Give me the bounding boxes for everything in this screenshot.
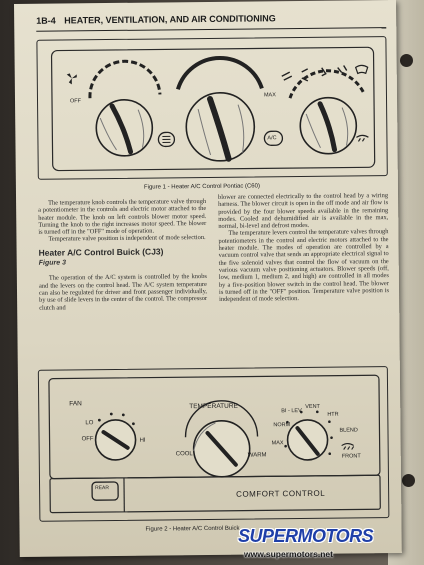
figure-2-drawing (39, 367, 391, 523)
mode-bilev-label: BI - LEV (281, 408, 302, 415)
left-paragraph-2: Temperature valve position is independent of mode selection. (48, 234, 206, 244)
figure-2-caption: Figure 2 - Heater A/C Control Buick (145, 525, 240, 533)
manual-page (14, 0, 402, 557)
temperature-warm-label: WARM (247, 452, 267, 459)
section-heading-buick: Heater A/C Control Buick (CJ3) (38, 246, 164, 258)
binder-hole-bottom (402, 474, 415, 487)
page-section-title: HEATER, VENTILATION, AND AIR CONDITIONING (64, 13, 276, 26)
rear-button-label: REAR (95, 485, 110, 492)
fan-hi-label: HI (139, 437, 146, 444)
mode-htr-label: HTR (327, 411, 339, 418)
defog-icon (356, 135, 368, 141)
front-defrost-icon (342, 443, 354, 449)
temperature-label: TEMPERATURE (189, 402, 238, 411)
bilevel-icon (302, 69, 308, 81)
comfort-control-label: COMFORT CONTROL (236, 488, 326, 499)
left-paragraph-1: The temperature knob controls the temperature valve through a potentiometer in the controls and electric motor attached to the heater module. The knob on left controls blower motor speed. Turning the knob to the right increases motor speed. The blower is turned off in the "OFF" mode of operation. (38, 197, 207, 236)
vent-icon (282, 72, 292, 80)
figure-1-ac-label: A/C (267, 135, 277, 142)
supermotors-logo: SUPERMOTORS (238, 526, 374, 546)
section-subheading: Figure 3 (38, 259, 66, 267)
mode-norm-label: NORM (273, 422, 291, 429)
right-paragraph-1: blower are connected electrically to the control head by a wiring harness. The blower circuit is open in the off mode and air flow is provided by the four blower speeds available in the remaining modes. Cooled and dehumidified air is available in the max, normal, bi-level and defrost modes. (217, 192, 389, 231)
fan-off-label: OFF (81, 436, 94, 443)
binder-hole-top (400, 54, 413, 67)
left-text-column (38, 198, 207, 312)
mode-front-label: FRONT (341, 453, 361, 460)
fan-icon (67, 73, 77, 84)
figure-1-caption: Figure 1 - Heater A/C Control Pontiac (C60) (143, 183, 261, 191)
mode-max-label: MAX (271, 440, 284, 447)
temperature-cool-label: COOL (175, 451, 193, 458)
mode-knob-buick (284, 410, 333, 460)
fan-label: FAN (69, 400, 82, 408)
page-number: 1B-4 (36, 15, 56, 26)
fan-lo-label: LO (85, 420, 94, 427)
temperature-dial (185, 400, 258, 477)
windshield-icon (356, 65, 368, 73)
fan-knob (95, 412, 135, 460)
figure-1-max-label: MAX (263, 92, 276, 99)
mode-blend-label: BLEND (339, 427, 358, 434)
supermotors-url: www.supermotors.net (244, 549, 333, 559)
page-header (36, 12, 386, 32)
figure-1-off-label: OFF (69, 98, 82, 105)
watermark (238, 526, 422, 564)
right-paragraph-2: The temperature levers control the temperature valves through potentiometers in the control and electric motors attached to the heater module. The modes of operation are controlled by a vacuum control valve that sends an appropriate electrical signal to the five solenoid valves that control the flow of vacuum on the various vacuum valve positioning actuators. Blower speeds (off, low, medium 1, medium 2, and high) are controlled in all modes by a five-position blower switch in the control head. The blower is turned off in the "OFF" position. Temperature valve position is independent of mode selection. (218, 228, 390, 304)
left-paragraph-3: The operation of the A/C system is controlled by the knobs and the levers on the control head. The A/C system temperature can also be regulated for driver and front passenger individually, by use of slide levers in the center of the control. The compressor clutch and (38, 273, 208, 312)
blower-knob (90, 61, 161, 156)
mode-vent-label: VENT (305, 403, 320, 410)
figure-1-control-panel (36, 36, 387, 180)
figure-1-drawing (37, 37, 388, 181)
right-text-column (218, 192, 389, 303)
mode-knob (290, 70, 365, 154)
temperature-knob (178, 58, 263, 162)
rear-defrost-icon (158, 132, 174, 146)
figure-2-control-panel (38, 366, 390, 522)
